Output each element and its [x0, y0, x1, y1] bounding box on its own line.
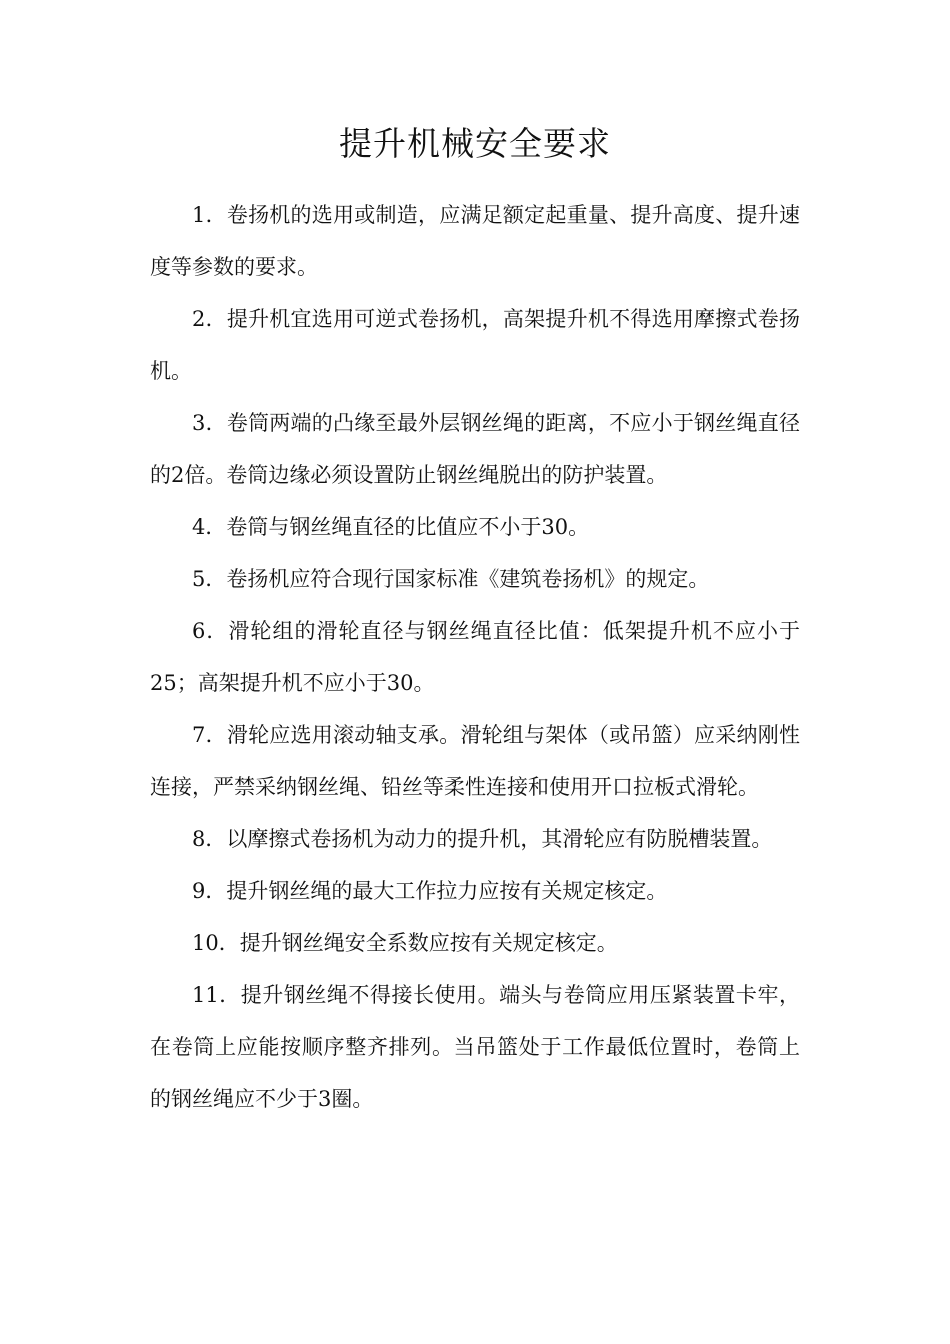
paragraph-6: 6．滑轮组的滑轮直径与钢丝绳直径比值：低架提升机不应小于25；高架提升机不应小于30。 [150, 619, 800, 695]
document-body [150, 189, 800, 1125]
paragraph-3: 3．卷筒两端的凸缘至最外层钢丝绳的距离，不应小于钢丝绳直径的2倍。卷筒边缘必须设置防止钢丝绳脱出的防护装置。 [150, 411, 800, 487]
paragraph-2: 2．提升机宜选用可逆式卷扬机，高架提升机不得选用摩擦式卷扬机。 [150, 307, 800, 383]
paragraph-8: 8．以摩擦式卷扬机为动力的提升机，其滑轮应有防脱槽装置。 [192, 827, 773, 851]
paragraph-5: 5．卷扬机应符合现行国家标准《建筑卷扬机》的规定。 [192, 567, 710, 591]
paragraph-9: 9．提升钢丝绳的最大工作拉力应按有关规定核定。 [192, 879, 668, 903]
paragraph-7: 7．滑轮应选用滚动轴支承。滑轮组与架体（或吊篮）应采纳刚性连接，严禁采纳钢丝绳、铅丝等柔性连接和使用开口拉板式滑轮。 [150, 723, 800, 799]
paragraph-11: 11．提升钢丝绳不得接长使用。端头与卷筒应用压紧装置卡牢，在卷筒上应能按顺序整齐排列。当吊篮处于工作最低位置时，卷筒上的钢丝绳应不少于3圈。 [150, 983, 800, 1111]
paragraph-1: 1．卷扬机的选用或制造，应满足额定起重量、提升高度、提升速度等参数的要求。 [150, 203, 800, 279]
document-title: 提升机械安全要求 [339, 124, 611, 163]
paragraph-10: 10．提升钢丝绳安全系数应按有关规定核定。 [192, 931, 618, 955]
paragraph-4: 4．卷筒与钢丝绳直径的比值应不小于30。 [192, 515, 590, 539]
